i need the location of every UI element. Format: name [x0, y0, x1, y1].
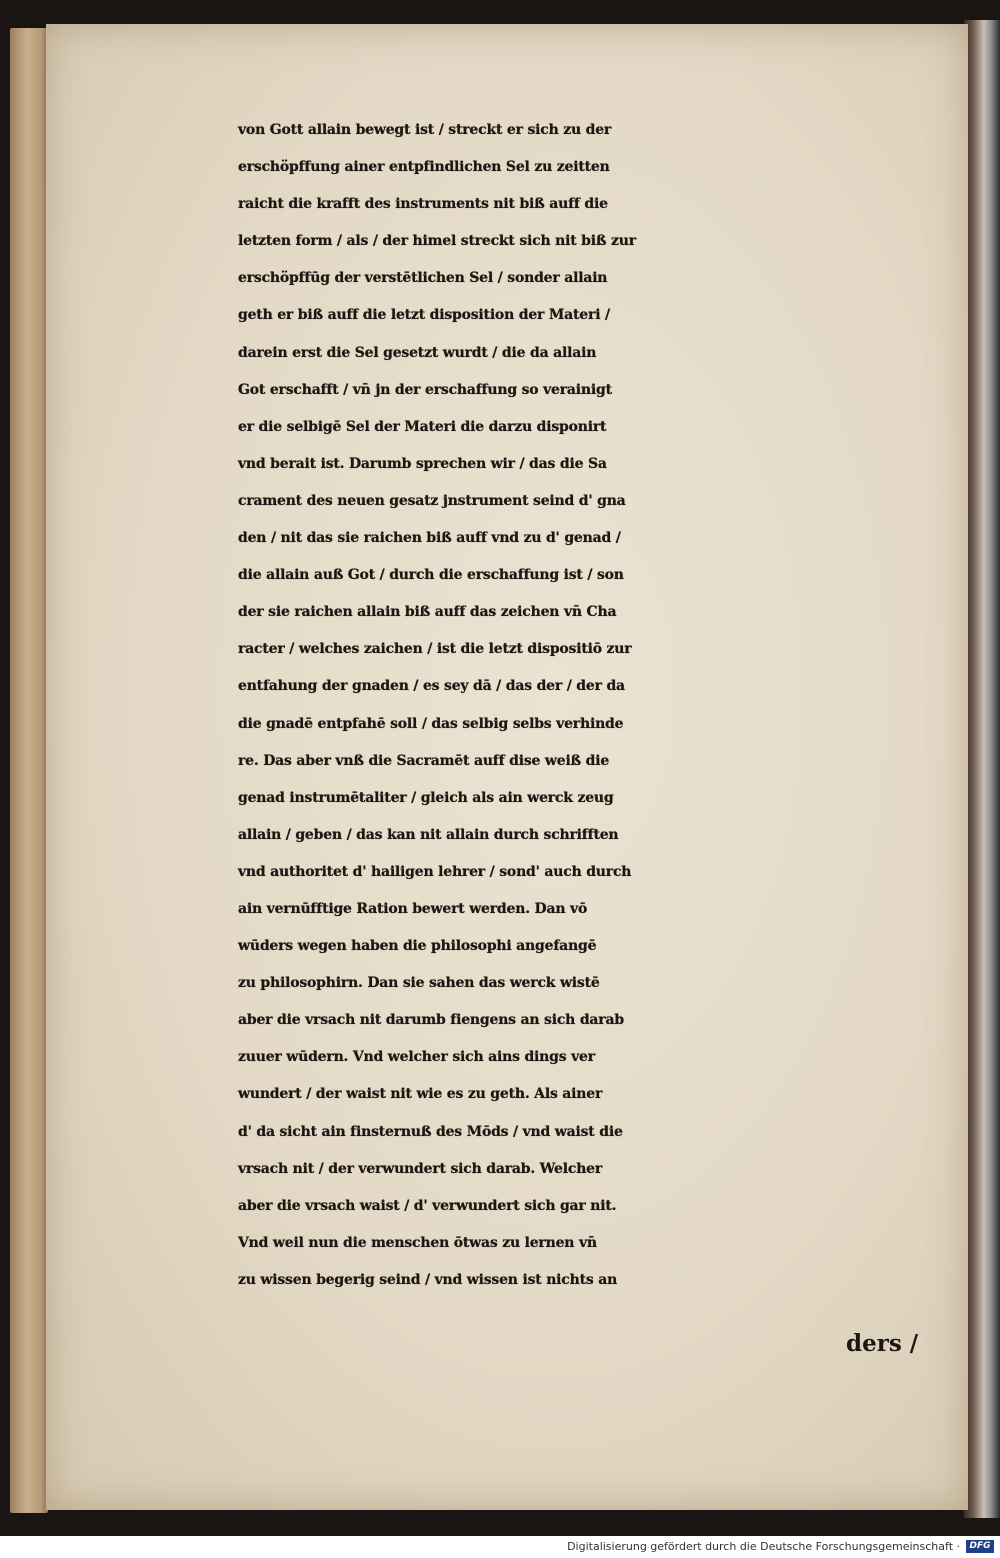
text-line: die gnadē entpfahē soll / das selbig selbs verhinde [238, 715, 624, 732]
text-line: raicht die krafft des instruments nit biß auff die [238, 196, 608, 213]
text-line: geth er biß auff die letzt disposition der Materi / [238, 307, 610, 324]
text-line: allain / geben / das kan nit allain durch schrifften [238, 826, 619, 843]
text-line: aber die vrsach waist / d' verwundert sich gar nit. [238, 1197, 617, 1214]
catchword: ders / [846, 1330, 919, 1357]
text-line: entfahung der gnaden / es sey dā / das der / der da [238, 678, 625, 695]
text-line: vnd authoritet d' hailigen lehrer / sond' auch durch [238, 863, 632, 880]
text-line: wundert / der waist nit wie es zu geth. Als ainer [238, 1086, 603, 1103]
text-line: genad instrumētaliter / gleich als ain werck zeug [238, 789, 614, 806]
text-line: erschöpffung ainer entpfindlichen Sel zu zeitten [238, 159, 610, 176]
text-line: Vnd weil nun die menschen ōtwas zu lernen vn̄ [238, 1234, 597, 1251]
text-block [238, 112, 938, 1299]
text-line: racter / welches zaichen / ist die letzt dispositiō zur [238, 641, 632, 658]
text-line: darein erst die Sel gesetzt wurdt / die da allain [238, 344, 597, 361]
text-line: re. Das aber vnß die Sacramēt auff dise weiß die [238, 752, 610, 769]
text-line: vnd berait ist. Darumb sprechen wir / das die Sa [238, 455, 607, 472]
text-line: crament des neuen gesatz jnstrument seind d' gna [238, 492, 626, 509]
text-line: von Gott allain bewegt ist / streckt er sich zu der [238, 122, 612, 138]
text-line: den / nit das sie raichen biß auff vnd zu d' genad / [238, 530, 621, 547]
text-line: aber die vrsach nit darumb fiengens an sich darab [238, 1012, 624, 1029]
text-line: zu wissen begerig seind / vnd wissen ist nichts an [238, 1271, 618, 1288]
text-line: zu philosophirn. Dan sie sahen das werck wistē [238, 975, 600, 992]
right-binding-edge [964, 20, 1000, 1518]
text-line: zuuer wūdern. Vnd welcher sich ains dings ver [238, 1049, 595, 1066]
text-line: ain vernūfftige Ration bewert werden. Dan vō [238, 900, 588, 917]
book-page [46, 24, 968, 1510]
text-line: die allain auß Got / durch die erschaffung ist / son [238, 567, 624, 584]
text-line: erschöpffūg der verstētlichen Sel / sonder allain [238, 270, 608, 287]
dfg-logo: DFG [966, 1540, 994, 1553]
text-line: Got erschafft / vn̄ jn der erschaffung so verainigt [238, 381, 612, 398]
text-line: vrsach nit / der verwundert sich darab. Welcher [238, 1160, 603, 1177]
left-page-edge [10, 28, 48, 1513]
text-line: letzten form / als / der himel streckt sich nit biß zur [238, 233, 636, 250]
funding-credit: Digitalisierung gefördert durch die Deutsche Forschungsgemeinschaft · [567, 1540, 960, 1553]
text-line: wūders wegen haben die philosophi angefangē [238, 938, 597, 955]
footer-bar [0, 1536, 1000, 1558]
text-line: er die selbigē Sel der Materi die darzu disponirt [238, 418, 607, 435]
text-line: der sie raichen allain biß auff das zeichen vn̄ Cha [238, 604, 617, 621]
text-line: d' da sicht ain finsternuß des Mōds / vnd waist die [238, 1123, 623, 1140]
